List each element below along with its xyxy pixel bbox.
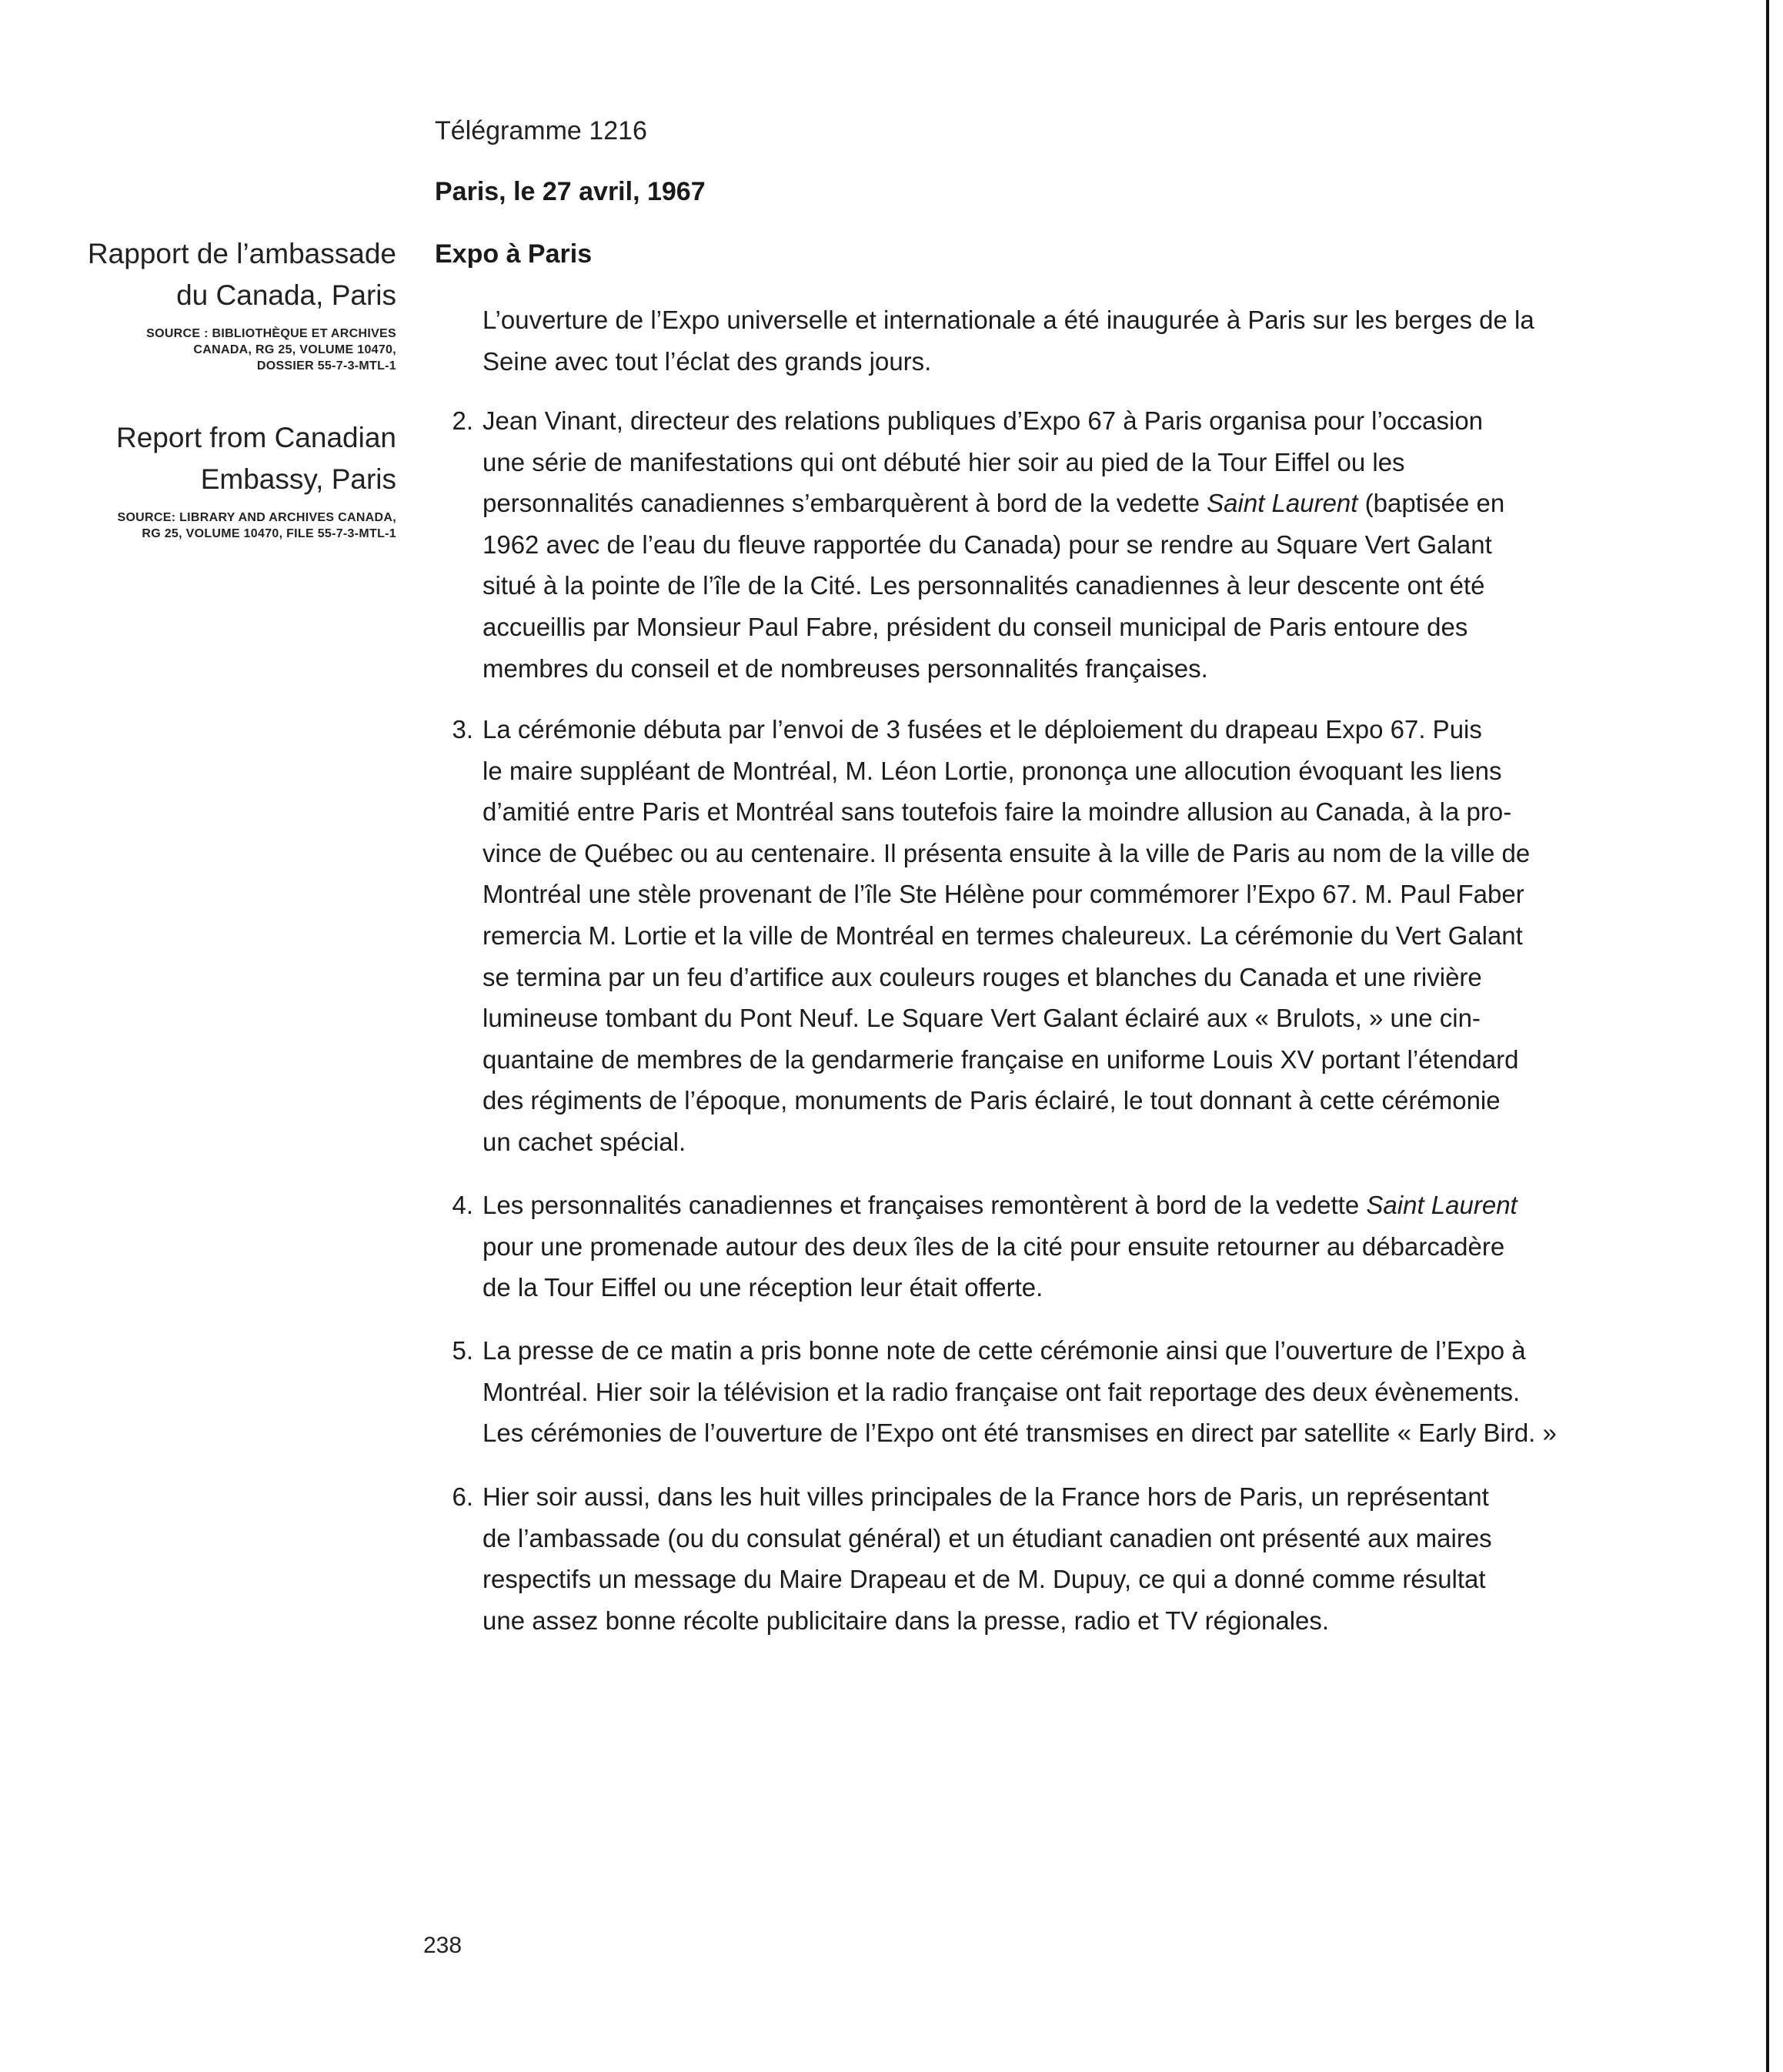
- text-line: Jean Vinant, directeur des relations publiques d’Expo 67 à Paris organisa pour l’occasion: [482, 406, 1484, 435]
- sidebar-source-line: SOURCE : BIBLIOTHÈQUE ET ARCHIVES: [146, 327, 396, 340]
- paragraph-2: [435, 400, 1574, 689]
- sidebar-label-line: Report from Canadian: [115, 422, 396, 453]
- document-date: Paris, le 27 avril, 1967: [435, 177, 706, 206]
- text-line: [482, 1185, 1574, 1226]
- paragraph-body: [482, 400, 1574, 689]
- sidebar-source-line: RG 25, VOLUME 10470, FILE 55-7-3-MTL-1: [142, 527, 396, 540]
- paragraph-number: 5.: [452, 1336, 473, 1365]
- paragraph-number: 3.: [452, 715, 473, 744]
- sidebar-label-line: du Canada, Paris: [176, 279, 396, 311]
- text-line: respectifs un message du Maire Drapeau et de M. Dupuy, ce qui a donné comme résultat: [482, 1565, 1486, 1594]
- sidebar-source: [77, 326, 396, 374]
- sidebar-label: [77, 233, 396, 316]
- sidebar-caption-english: [77, 417, 396, 542]
- text-line: des régiments de l’époque, monuments de Paris éclairé, le tout donnant à cette cérémonie: [482, 1086, 1501, 1115]
- sidebar-source-line: SOURCE: LIBRARY AND ARCHIVES CANADA,: [117, 511, 396, 524]
- text-segment: (baptisée en: [1357, 489, 1505, 518]
- document-subject: Expo à Paris: [435, 239, 593, 269]
- paragraph-6: [435, 1476, 1574, 1641]
- text-line: La presse de ce matin a pris bonne note de cette cérémonie ainsi que l’ouverture de l’Expo à: [482, 1336, 1526, 1365]
- paragraph-number: 2.: [452, 406, 473, 435]
- page-number: 238: [423, 1933, 462, 1958]
- text-line: situé à la pointe de l’île de la Cité. Les personnalités canadiennes à leur descente ont été: [482, 571, 1485, 600]
- text-line: Montréal. Hier soir la télévision et la radio française ont fait reportage des deux évènements.: [482, 1377, 1521, 1406]
- sidebar-caption-french: [77, 233, 396, 374]
- paragraph-1: [435, 299, 1574, 382]
- paragraph-5: [435, 1330, 1574, 1454]
- text-line: 1962 avec de l’eau du fleuve rapportée du Canada) pour se rendre au Square Vert Galant: [482, 530, 1492, 559]
- page-edge-line: [1766, 0, 1769, 2072]
- text-segment: personnalités canadiennes s’embarquèrent à bord de la vedette: [482, 489, 1207, 518]
- paragraph-body: [482, 1185, 1574, 1308]
- text-line: une assez bonne récolte publicitaire dans la presse, radio et TV régionales.: [482, 1606, 1330, 1635]
- text-line: de la Tour Eiffel ou une réception leur était offerte.: [482, 1273, 1043, 1302]
- vessel-name: Saint Laurent: [1366, 1191, 1518, 1219]
- sidebar-label-line: Embassy, Paris: [200, 463, 396, 495]
- text-line: une série de manifestations qui ont débuté hier soir au pied de la Tour Eiffel ou les: [482, 447, 1405, 476]
- text-line: le maire suppléant de Montréal, M. Léon Lortie, prononça une allocution évoquant les liens: [482, 756, 1502, 785]
- text-line: se termina par un feu d’artifice aux couleurs rouges et blanches du Canada et une rivière: [482, 962, 1482, 991]
- text-line: quantaine de membres de la gendarmerie française en uniforme Louis XV portant l’étendard: [482, 1044, 1519, 1074]
- sidebar-label-line: Rapport de l’ambassade: [87, 238, 396, 269]
- text-line: membres du conseil et de nombreuses personnalités françaises.: [482, 653, 1208, 683]
- text-line: Hier soir aussi, dans les huit villes principales de la France hors de Paris, un représentant: [482, 1482, 1489, 1511]
- text-line: L’ouverture de l’Expo universelle et internationale a été inaugurée à Paris sur les berges de la: [482, 306, 1534, 334]
- text-line: remercia M. Lortie et la ville de Montréal en termes chaleureux. La cérémonie du Vert Galant: [482, 921, 1523, 950]
- text-line: Montréal une stèle provenant de l’île Ste Hélène pour commémorer l’Expo 67. M. Paul Faber: [482, 880, 1524, 909]
- sidebar-source-line: DOSSIER 55-7-3-MTL-1: [256, 359, 396, 373]
- paragraph-number: 6.: [452, 1482, 473, 1511]
- text-line: un cachet spécial.: [482, 1127, 686, 1156]
- paragraph-body: [482, 299, 1574, 382]
- paragraph-3: [435, 709, 1574, 1163]
- text-line: La cérémonie débuta par l’envoi de 3 fusées et le déploiement du drapeau Expo 67. Puis: [482, 715, 1482, 744]
- sidebar-label: [77, 417, 396, 500]
- text-line: accueillis par Monsieur Paul Fabre, président du conseil municipal de Paris entoure des: [482, 612, 1468, 641]
- sidebar-source: [77, 510, 396, 542]
- text-line: lumineuse tombant du Pont Neuf. Le Square Vert Galant éclairé aux « Brulots, » une cin-: [482, 1004, 1481, 1033]
- telegram-number: Télégramme 1216: [435, 116, 647, 145]
- text-line: vince de Québec ou au centenaire. Il présenta ensuite à la ville de Paris au nom de la ville de: [482, 838, 1531, 867]
- text-line: Les cérémonies de l’ouverture de l’Expo ont été transmises en direct par satellite « Early Bird. »: [482, 1419, 1557, 1448]
- text-segment: Les personnalités canadiennes et françaises remontèrent à bord de la vedette: [482, 1191, 1367, 1219]
- paragraph-4: [435, 1185, 1574, 1308]
- text-line: de l’ambassade (ou du consulat général) et un étudiant canadien ont présenté aux maires: [482, 1523, 1492, 1552]
- paragraph-body: [482, 709, 1574, 1163]
- text-line: Seine avec tout l’éclat des grands jours.: [482, 346, 932, 376]
- text-line: pour une promenade autour des deux îles de la cité pour ensuite retourner au débarcadère: [482, 1232, 1505, 1261]
- vessel-name: Saint Laurent: [1207, 489, 1358, 518]
- text-line: d’amitié entre Paris et Montréal sans toutefois faire la moindre allusion au Canada, à la pro-: [482, 797, 1512, 827]
- text-line: [482, 483, 1574, 524]
- paragraph-body: [482, 1330, 1574, 1454]
- paragraph-number: 4.: [452, 1191, 473, 1219]
- sidebar-source-line: CANADA, RG 25, VOLUME 10470,: [193, 343, 396, 356]
- paragraph-body: [482, 1476, 1574, 1641]
